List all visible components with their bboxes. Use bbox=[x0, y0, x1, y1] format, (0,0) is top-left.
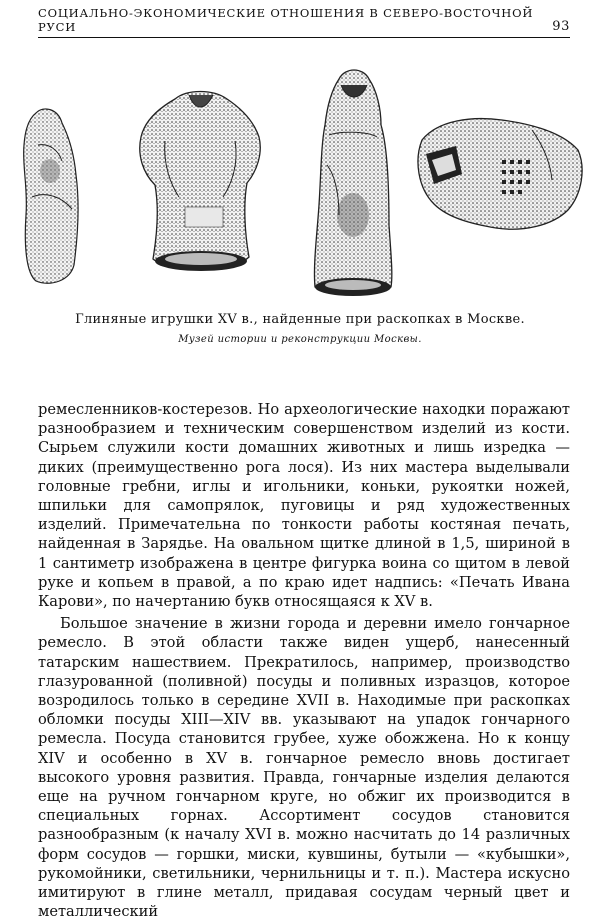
clay-toy-whistle bbox=[412, 110, 587, 240]
clay-toys-illustration bbox=[0, 60, 600, 310]
paragraph-continuation: ремесленников-костерезов. Но археологические находки поражают разнообразием и техническим совершенством изделий из кости. Сырьем служили кости домашних животных и лишь изредка — диких (преимущественно рога лося). Из них мастера выделывали головные гребни, иглы и игольники, коньки, рукоятки ножей, шпильки для самопрялок, пуговицы и ряд художественных изделий. Примечательна по тонкости работы костяная печать, найденная в Зарядье. На овальном щитке длиной в 1,5, шириной в 1 сантиметр изображена в центре фигурка воина со щитом в левой руке и копьем в правой, а по краю идет надпись: «Печать Ивана Карови», по начертанию букв относящаяся к XV в. bbox=[38, 401, 570, 611]
running-header-title: СОЦИАЛЬНО-ЭКОНОМИЧЕСКИЕ ОТНОШЕНИЯ В СЕВЕРО-ВОСТОЧНОЙ РУСИ bbox=[38, 6, 534, 34]
clay-toy-torso bbox=[135, 85, 265, 280]
running-header bbox=[38, 6, 570, 38]
clay-toy-standing-figure bbox=[305, 65, 400, 300]
page-number: 93 bbox=[552, 19, 570, 34]
figure-caption: Глиняные игрушки XV в., найденные при раскопках в Москве. bbox=[75, 312, 525, 327]
body-text bbox=[38, 400, 570, 921]
clay-toy-figurine-fragment bbox=[18, 105, 83, 290]
paragraph-pottery: Большое значение в жизни города и деревни имело гончарное ремесло. В этой области также виден ущерб, нанесенный татарским нашествием. Прекратилось, например, производство глазурованной (поливной) посуды и поливных изразцов, которое возродилось только в середине XVII в. Находимые при раскопках обломки посуды XIII—XIV вв. указывают на упадок гончарного ремесла. Посуда становится грубее, хуже обожжена. Но к концу XIV и особенно в XV в. гончарное ремесло вновь достигает высокого уровня развития. Правда, гончарные изделия делаются еще на ручном гончарном круге, но обжиг их производится в специальных горнах. Ассортимент сосудов становится разнообразным (к началу XVI в. можно насчитать до 14 различных форм сосудов — горшки, миски, кувшины, бутыли — «кубышки», рукомойники, светильники, чернильницы и т. п.). Мастера искусно имитируют в глине металл, придавая сосудам черный цвет и металлический bbox=[38, 615, 570, 921]
figure-credit: Музей истории и реконструкции Москвы. bbox=[178, 334, 422, 345]
